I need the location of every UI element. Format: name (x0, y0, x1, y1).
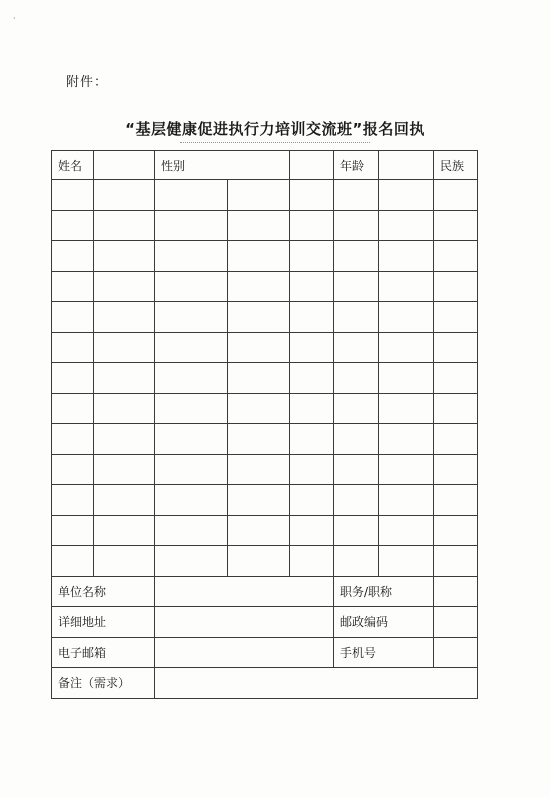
entry-cell[interactable] (94, 515, 155, 546)
blank-entry-row (52, 424, 478, 455)
mobile-label: 手机号 (334, 637, 434, 668)
entry-cell[interactable] (334, 363, 379, 394)
unit-row (52, 576, 478, 607)
entry-cell[interactable] (290, 302, 334, 333)
entry-cell[interactable] (94, 241, 155, 272)
position-title-field[interactable] (434, 576, 478, 607)
entry-cell[interactable] (94, 485, 155, 516)
entry-cell[interactable] (52, 515, 94, 546)
entry-cell[interactable] (52, 180, 94, 211)
entry-cell[interactable] (290, 424, 334, 455)
entry-cell[interactable] (290, 241, 334, 272)
entry-cell[interactable] (94, 424, 155, 455)
remarks-field[interactable] (155, 668, 478, 699)
entry-cell[interactable] (228, 210, 290, 241)
entry-cell[interactable] (334, 302, 379, 333)
entry-cell[interactable] (94, 393, 155, 424)
header-row (52, 151, 478, 180)
entry-cell[interactable] (228, 485, 290, 516)
entry-cell[interactable] (155, 210, 228, 241)
entry-cell[interactable] (52, 302, 94, 333)
entry-cell[interactable] (434, 180, 478, 211)
entry-cell[interactable] (379, 363, 434, 394)
blank-entry-row (52, 241, 478, 272)
entry-cell[interactable] (379, 454, 434, 485)
entry-cell[interactable] (228, 302, 290, 333)
entry-cell[interactable] (334, 515, 379, 546)
entry-cell[interactable] (379, 332, 434, 363)
age-field[interactable] (379, 151, 434, 180)
entry-cell[interactable] (94, 180, 155, 211)
unit-name-field[interactable] (155, 576, 334, 607)
blank-entry-row (52, 393, 478, 424)
blank-entry-row (52, 485, 478, 516)
entry-cell[interactable] (290, 393, 334, 424)
entry-cell[interactable] (290, 515, 334, 546)
entry-cell[interactable] (228, 546, 290, 577)
entry-cell[interactable] (290, 485, 334, 516)
entry-cell[interactable] (290, 180, 334, 211)
entry-cell[interactable] (94, 363, 155, 394)
entry-cell[interactable] (334, 271, 379, 302)
name-field[interactable] (94, 151, 155, 180)
entry-cell[interactable] (334, 424, 379, 455)
email-field[interactable] (155, 637, 334, 668)
postal-code-label: 邮政编码 (334, 607, 434, 638)
entry-cell[interactable] (94, 454, 155, 485)
email-label: 电子邮箱 (52, 637, 155, 668)
unit-name-label: 单位名称 (52, 576, 155, 607)
entry-cell[interactable] (334, 546, 379, 577)
entry-cell[interactable] (334, 485, 379, 516)
entry-cell[interactable] (94, 210, 155, 241)
address-label: 详细地址 (52, 607, 155, 638)
blank-entry-row (52, 515, 478, 546)
entry-cell[interactable] (228, 424, 290, 455)
entry-cell[interactable] (434, 363, 478, 394)
entry-cell[interactable] (52, 424, 94, 455)
entry-cell[interactable] (155, 332, 228, 363)
postal-code-field[interactable] (434, 607, 478, 638)
entry-cell[interactable] (52, 393, 94, 424)
mobile-field[interactable] (434, 637, 478, 668)
entry-cell[interactable] (379, 424, 434, 455)
entry-cell[interactable] (228, 454, 290, 485)
entry-cell[interactable] (290, 454, 334, 485)
entry-cell[interactable] (434, 485, 478, 516)
entry-cell[interactable] (334, 210, 379, 241)
blank-entry-row (52, 546, 478, 577)
entry-cell[interactable] (334, 241, 379, 272)
entry-cell[interactable] (334, 454, 379, 485)
contact-row (52, 637, 478, 668)
entry-cell[interactable] (155, 241, 228, 272)
entry-cell[interactable] (228, 180, 290, 211)
entry-cell[interactable] (155, 363, 228, 394)
entry-cell[interactable] (52, 271, 94, 302)
entry-cell[interactable] (155, 393, 228, 424)
gender-header: 性别 (155, 151, 290, 180)
entry-cell[interactable] (379, 485, 434, 516)
entry-cell[interactable] (228, 363, 290, 394)
ethnicity-header: 民族 (434, 151, 478, 180)
entry-cell[interactable] (434, 546, 478, 577)
entry-cell[interactable] (52, 454, 94, 485)
blank-entry-row (52, 332, 478, 363)
entry-cell[interactable] (228, 515, 290, 546)
attachment-label: 附件： (66, 75, 109, 90)
entry-cell[interactable] (155, 485, 228, 516)
entry-cell[interactable] (434, 241, 478, 272)
entry-cell[interactable] (379, 302, 434, 333)
scan-speck: · (13, 14, 16, 23)
name-header: 姓名 (52, 151, 94, 180)
entry-cell[interactable] (379, 393, 434, 424)
entry-cell[interactable] (228, 332, 290, 363)
entry-cell[interactable] (290, 332, 334, 363)
entry-cell[interactable] (52, 210, 94, 241)
entry-cell[interactable] (94, 546, 155, 577)
age-header: 年龄 (334, 151, 379, 180)
entry-cell[interactable] (228, 393, 290, 424)
entry-cell[interactable] (334, 332, 379, 363)
entry-cell[interactable] (290, 210, 334, 241)
entry-cell[interactable] (379, 515, 434, 546)
entry-cell[interactable] (94, 302, 155, 333)
form-title: “基层健康促进执行力培训交流班”报名回执 (125, 120, 425, 138)
registration-table (51, 150, 478, 699)
entry-cell[interactable] (52, 241, 94, 272)
entry-cell[interactable] (379, 180, 434, 211)
entry-cell[interactable] (290, 546, 334, 577)
remarks-row (52, 668, 478, 699)
entry-cell[interactable] (94, 271, 155, 302)
entry-cell[interactable] (434, 332, 478, 363)
entry-cell[interactable] (290, 363, 334, 394)
entry-cell[interactable] (334, 393, 379, 424)
entry-cell[interactable] (434, 454, 478, 485)
entry-cell[interactable] (155, 454, 228, 485)
entry-cell[interactable] (52, 485, 94, 516)
entry-cell[interactable] (155, 424, 228, 455)
entry-cell[interactable] (52, 546, 94, 577)
entry-cell[interactable] (434, 302, 478, 333)
entry-cell[interactable] (52, 363, 94, 394)
entry-cell[interactable] (434, 271, 478, 302)
entry-cell[interactable] (290, 271, 334, 302)
entry-cell[interactable] (228, 271, 290, 302)
remarks-label: 备注（需求） (52, 668, 155, 699)
entry-cell[interactable] (94, 332, 155, 363)
title-underline (180, 142, 370, 143)
entry-cell[interactable] (434, 515, 478, 546)
blank-entry-row (52, 363, 478, 394)
entry-cell[interactable] (434, 424, 478, 455)
position-title-label: 职务/职称 (334, 576, 434, 607)
blank-entry-row (52, 210, 478, 241)
entry-cell[interactable] (155, 546, 228, 577)
entry-cell[interactable] (434, 393, 478, 424)
gender-field[interactable] (290, 151, 334, 180)
blank-entry-row (52, 302, 478, 333)
entry-cell[interactable] (334, 180, 379, 211)
entry-cell[interactable] (52, 332, 94, 363)
entry-cell[interactable] (228, 241, 290, 272)
entry-cell[interactable] (379, 271, 434, 302)
blank-entry-row (52, 180, 478, 211)
address-row (52, 607, 478, 638)
entry-cell[interactable] (379, 546, 434, 577)
blank-entry-row (52, 271, 478, 302)
entry-cell[interactable] (155, 302, 228, 333)
entry-cell[interactable] (379, 241, 434, 272)
address-field[interactable] (155, 607, 334, 638)
blank-entry-row (52, 454, 478, 485)
entry-cell[interactable] (155, 180, 228, 211)
entry-cell[interactable] (155, 271, 228, 302)
entry-cell[interactable] (434, 210, 478, 241)
entry-cell[interactable] (155, 515, 228, 546)
entry-cell[interactable] (379, 210, 434, 241)
